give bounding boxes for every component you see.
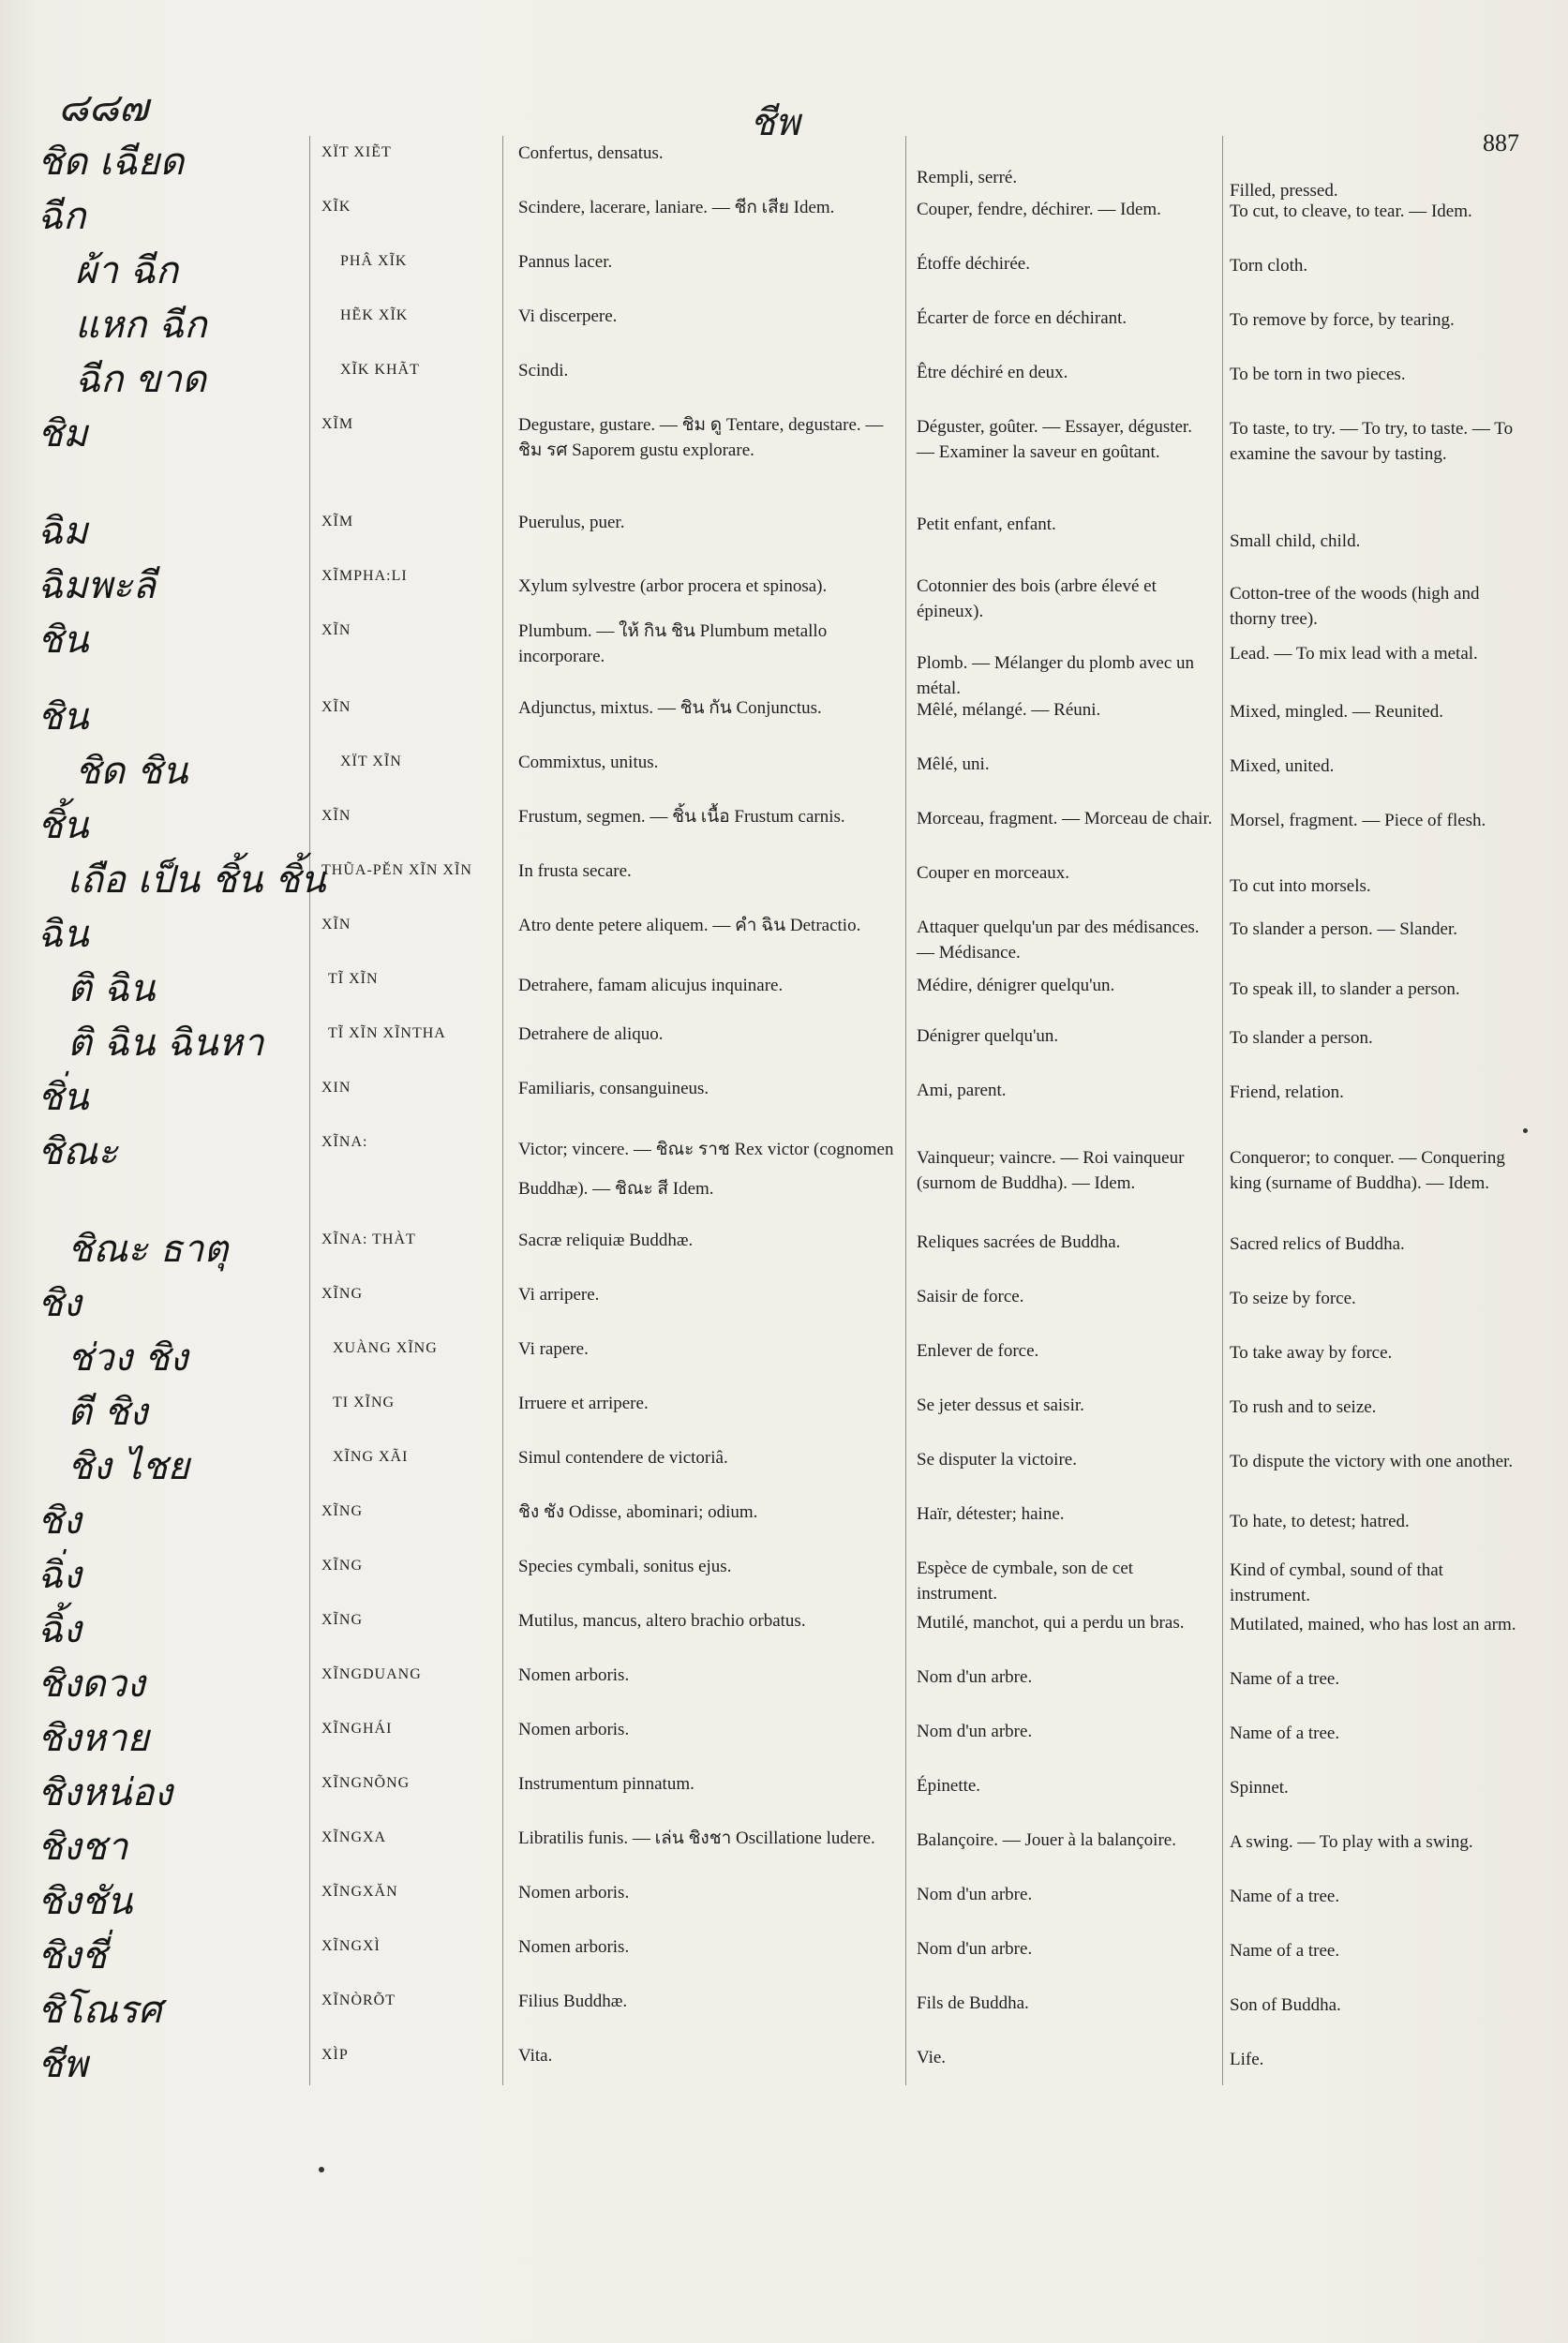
english-gloss: Name of a tree.: [1230, 1941, 1340, 1961]
thai-headword: ฉิมพะลี: [37, 564, 156, 607]
thai-headword: ติ ฉิน: [67, 967, 156, 1010]
french-gloss: Épinette.: [917, 1776, 981, 1796]
romanization: XĨN: [321, 808, 351, 824]
english-gloss: To speak ill, to slander a person.: [1230, 979, 1460, 999]
french-gloss: Petit enfant, enfant.: [917, 515, 1056, 534]
french-gloss: Médire, dénigrer quelqu'un.: [917, 976, 1115, 995]
entry-row: [0, 1708, 1568, 1762]
entry-row: [0, 1490, 1568, 1545]
entry-row: [0, 1381, 1568, 1436]
latin-gloss: Species cymbali, sonitus ejus.: [518, 1557, 732, 1576]
english-gloss: Son of Buddha.: [1230, 1995, 1341, 2015]
english-gloss: To seize by force.: [1230, 1289, 1356, 1308]
french-gloss: Se disputer la victoire.: [917, 1450, 1077, 1470]
romanization: XIN: [321, 1080, 351, 1096]
french-gloss: Balançoire. — Jouer à la balançoire.: [917, 1830, 1176, 1850]
latin-gloss: Vi arripere.: [518, 1285, 600, 1305]
english-gloss: Morsel, fragment. — Piece of flesh.: [1230, 811, 1486, 830]
thai-headword: ฉิน: [37, 913, 89, 956]
french-gloss: Morceau, fragment. — Morceau de chair.: [917, 809, 1213, 828]
latin-gloss: Sacræ reliquiæ Buddhæ.: [518, 1231, 694, 1250]
french-gloss: Reliques sacrées de Buddha.: [917, 1232, 1121, 1252]
entry-row: [0, 294, 1568, 349]
thai-headword: ชีพ: [37, 2043, 88, 2086]
english-gloss: Conqueror; to conquer. — Conquering king (surname of Buddha). — Idem.: [1230, 1148, 1505, 1193]
romanization: TĨ XĨN XĨNTHA: [328, 1025, 446, 1041]
french-gloss: Enlever de force.: [917, 1341, 1039, 1361]
romanization: XĨNG: [321, 1612, 363, 1628]
entry-row: [0, 1545, 1568, 1605]
romanization: XĨM: [321, 416, 354, 432]
french-gloss: Nom d'un arbre.: [917, 1667, 1033, 1687]
english-gloss: Name of a tree.: [1230, 1887, 1340, 1906]
french-gloss: Écarter de force en déchirant.: [917, 308, 1127, 328]
thai-headword: ชิโณรศ: [37, 1989, 162, 2032]
latin-gloss: Vita.: [518, 2046, 553, 2066]
latin-gloss: Nomen arboris.: [518, 1883, 630, 1903]
latin-gloss: Nomen arboris.: [518, 1720, 630, 1739]
romanization: XÏT XIẼT: [321, 144, 392, 160]
thai-headword: ชิม: [37, 412, 88, 455]
french-gloss: Nom d'un arbre.: [917, 1722, 1033, 1741]
french-gloss: Vainqueur; vaincre. — Roi vainqueur (surnom de Buddha). — Idem.: [917, 1148, 1185, 1193]
entry-row: [0, 1925, 1568, 1979]
thai-headword: ชิง: [37, 1500, 82, 1543]
entry-row: [0, 1979, 1568, 2034]
english-gloss: Life.: [1230, 2050, 1264, 2069]
french-gloss: Nom d'un arbre.: [917, 1885, 1033, 1904]
romanization: XĨN: [321, 917, 351, 933]
romanization: XĨNG: [321, 1503, 363, 1519]
english-gloss: To rush and to seize.: [1230, 1397, 1377, 1417]
entry-row: [0, 1653, 1568, 1708]
romanization: XĨNG: [321, 1558, 363, 1574]
french-gloss: Cotonnier des bois (arbre élevé et épineux).: [917, 576, 1157, 621]
entry-row: [0, 500, 1568, 555]
ink-speck: [319, 2167, 324, 2172]
french-gloss: Couper en morceaux.: [917, 863, 1070, 883]
latin-gloss: Scindere, lacerare, laniare. — ชีก เสีย Idem.: [518, 198, 835, 217]
french-gloss: Espèce de cymbale, son de cet instrument.: [917, 1559, 1134, 1604]
entry-row: [0, 240, 1568, 294]
romanization: XĨNGHÁI: [321, 1721, 393, 1737]
romanization: XĨN: [321, 699, 351, 715]
guide-word: ชีพ: [750, 101, 800, 144]
english-gloss: Mixed, united.: [1230, 756, 1335, 776]
latin-gloss: Detrahere de aliquo.: [518, 1024, 664, 1044]
romanization: XÌP: [321, 2047, 349, 2063]
entry-row: [0, 403, 1568, 464]
english-gloss: To take away by force.: [1230, 1343, 1393, 1363]
french-gloss: Fils de Buddha.: [917, 1993, 1029, 2013]
latin-gloss: Scindi.: [518, 361, 569, 381]
romanization: THŨA-PĚN XĨN XĨN: [321, 862, 472, 878]
latin-gloss: Plumbum. — ให้ กิน ชิน Plumbum metallo incorporare.: [518, 621, 828, 666]
english-gloss: To slander a person.: [1230, 1028, 1373, 1048]
thai-headword: ชิ่น: [37, 1076, 89, 1119]
romanization: XĨNGXÌ: [321, 1938, 381, 1954]
thai-headword: ตี ชิง: [67, 1391, 148, 1434]
english-gloss: Torn cloth.: [1230, 256, 1308, 276]
thai-headword: ชิด เฉียด: [37, 141, 185, 184]
french-gloss: Couper, fendre, déchirer. — Idem.: [917, 200, 1161, 219]
romanization: XĨK KHÃT: [340, 362, 420, 378]
entry-row: [0, 795, 1568, 849]
romanization: XĨMPHA:LI: [321, 568, 408, 584]
english-gloss: Sacred relics of Buddha.: [1230, 1234, 1405, 1254]
english-gloss: To remove by force, by tearing.: [1230, 310, 1455, 330]
thai-headword: ฉิ้ง: [37, 1608, 82, 1651]
french-gloss: Ami, parent.: [917, 1081, 1007, 1100]
latin-gloss: Victor; vincere. — ชิณะ ราช Rex victor (cognomen Buddhæ). — ชิณะ สี Idem.: [518, 1140, 894, 1199]
thai-headword: ฉิม: [37, 510, 88, 553]
latin-gloss: Atro dente petere aliquem. — คำ ฉิน Detractio.: [518, 916, 861, 935]
french-gloss: Plomb. — Mélanger du plomb avec un métal.: [917, 653, 1195, 698]
english-gloss: Spinnet.: [1230, 1778, 1289, 1798]
romanization: XUÀNG XĨNG: [333, 1340, 438, 1356]
latin-gloss: Vi rapere.: [518, 1339, 589, 1359]
entry-row: [0, 686, 1568, 740]
entry-row: [0, 1599, 1568, 1653]
entry-row: [0, 555, 1568, 629]
thai-headword: เถือ เป็น ชิ้น ชิ้น: [67, 858, 326, 902]
entry-row: [0, 1218, 1568, 1273]
latin-gloss: Mutilus, mancus, altero brachio orbatus.: [518, 1611, 806, 1631]
english-gloss: Kind of cymbal, sound of that instrument.: [1230, 1560, 1443, 1605]
thai-headword: แหก ฉีก: [75, 304, 207, 347]
english-gloss: Name of a tree.: [1230, 1669, 1340, 1689]
latin-gloss: Simul contendere de victoriâ.: [518, 1448, 728, 1468]
latin-gloss: Vi discerpere.: [518, 306, 618, 326]
english-gloss: Cotton-tree of the woods (high and thorny tree).: [1230, 584, 1480, 629]
thai-headword: ชิณะ: [37, 1130, 118, 1173]
french-gloss: Se jeter dessus et saisir.: [917, 1395, 1084, 1415]
french-gloss: Nom d'un arbre.: [917, 1939, 1033, 1959]
romanization: HẼK XĨK: [340, 307, 409, 323]
romanization: XÏT XĨN: [340, 754, 402, 769]
french-gloss: Attaquer quelqu'un par des médisances. — Médisance.: [917, 918, 1200, 963]
french-gloss: Déguster, goûter. — Essayer, déguster. — Examiner la saveur en goûtant.: [917, 417, 1192, 462]
french-gloss: Mêlé, uni.: [917, 754, 990, 774]
latin-gloss: Puerulus, puer.: [518, 513, 625, 532]
romanization: XĨN: [321, 622, 351, 638]
latin-gloss: In frusta secare.: [518, 861, 632, 881]
thai-headword: ฉีก ขาด: [75, 358, 206, 401]
french-gloss: Être déchiré en deux.: [917, 363, 1068, 382]
entry-row: [0, 1067, 1568, 1121]
romanization: XĨNGXĂN: [321, 1884, 398, 1900]
romanization: XĨK: [321, 199, 351, 215]
latin-gloss: Degustare, gustare. — ชิม ดู Tentare, degustare. — ชิม รศ Saporem gustu explorare.: [518, 415, 884, 460]
french-gloss: Étoffe déchirée.: [917, 254, 1030, 274]
thai-headword: ผ้า ฉีก: [75, 249, 179, 292]
entry-row: [0, 958, 1568, 1012]
thai-page-number: ๘๘๗: [58, 84, 149, 130]
latin-gloss: Pannus lacer.: [518, 252, 613, 272]
latin-gloss: Filius Buddhæ.: [518, 1992, 628, 2011]
entry-row: [0, 1436, 1568, 1490]
english-gloss: Mixed, mingled. — Reunited.: [1230, 702, 1443, 722]
thai-headword: ติ ฉิน ฉินหา: [67, 1022, 264, 1065]
thai-headword: ชิงหน่อง: [37, 1771, 172, 1814]
romanization: TI XĨNG: [333, 1395, 396, 1410]
entry-row: [0, 849, 1568, 903]
romanization: XĨNG XÃI: [333, 1449, 409, 1465]
latin-gloss: Familiaris, consanguineus.: [518, 1079, 709, 1098]
romanization: XĨM: [321, 514, 354, 530]
english-gloss: A swing. — To play with a swing.: [1230, 1832, 1473, 1852]
latin-gloss: Irruere et arripere.: [518, 1394, 649, 1413]
thai-headword: ฉิ่ง: [37, 1554, 82, 1597]
english-gloss: To cut into morsels.: [1230, 876, 1371, 896]
english-gloss: Lead. — To mix lead with a metal.: [1230, 644, 1478, 664]
english-gloss: To be torn in two pieces.: [1230, 365, 1406, 384]
entry-row: [0, 1871, 1568, 1925]
romanization: XĨNG: [321, 1286, 363, 1302]
french-gloss: Saisir de force.: [917, 1287, 1024, 1306]
french-gloss: Vie.: [917, 2048, 947, 2067]
romanization: XĨNGNÕNG: [321, 1775, 411, 1791]
romanization: XĨNGDUANG: [321, 1666, 422, 1682]
romanization: XĨNÒRÕT: [321, 1992, 396, 2008]
entry-row: [0, 2034, 1568, 2088]
english-gloss: Name of a tree.: [1230, 1724, 1340, 1743]
thai-headword: ชิงชี่: [37, 1934, 107, 1977]
romanization: XĨNA: THÀT: [321, 1231, 416, 1247]
english-gloss: Friend, relation.: [1230, 1082, 1344, 1102]
french-gloss: Mêlé, mélangé. — Réuni.: [917, 700, 1101, 720]
english-gloss: To dispute the victory with one another.: [1230, 1452, 1514, 1471]
latin-gloss: Commixtus, unitus.: [518, 753, 659, 772]
english-gloss: Filled, pressed.: [1230, 181, 1338, 201]
thai-headword: ชิ้น: [37, 804, 89, 847]
entry-row: [0, 1327, 1568, 1381]
romanization: XĨNA:: [321, 1134, 368, 1150]
english-gloss: To cut, to cleave, to tear. — Idem.: [1230, 201, 1472, 221]
french-gloss: Dénigrer quelqu'un.: [917, 1026, 1059, 1046]
latin-gloss: Nomen arboris.: [518, 1665, 630, 1685]
thai-headword: ชิน: [37, 619, 89, 662]
french-gloss: Mutilé, manchot, qui a perdu un bras.: [917, 1613, 1185, 1633]
page-number: 887: [1483, 129, 1519, 157]
thai-headword: ชิด ชิน: [75, 750, 188, 793]
entry-row: [0, 131, 1568, 201]
latin-gloss: Xylum sylvestre (arbor procera et spinosa).: [518, 576, 828, 596]
english-gloss: To slander a person. — Slander.: [1230, 919, 1457, 939]
thai-headword: ชิงหาย: [37, 1717, 149, 1760]
latin-gloss: Detrahere, famam alicujus inquinare.: [518, 976, 784, 995]
thai-headword: ฉีก: [37, 195, 86, 238]
thai-headword: ชิง: [37, 1282, 82, 1325]
latin-gloss: Instrumentum pinnatum.: [518, 1774, 694, 1794]
latin-gloss: Frustum, segmen. — ชิ้น เนื้อ Frustum carnis.: [518, 807, 845, 827]
english-gloss: To hate, to detest; hatred.: [1230, 1512, 1410, 1531]
english-gloss: To taste, to try. — To try, to taste. — To examine the savour by tasting.: [1230, 419, 1514, 464]
latin-gloss: Confertus, densatus.: [518, 143, 664, 163]
latin-gloss: Nomen arboris.: [518, 1937, 630, 1957]
thai-headword: ชิณะ ธาตุ: [67, 1228, 229, 1271]
entry-row: [0, 1012, 1568, 1067]
english-gloss: Mutilated, mained, who has lost an arm.: [1230, 1615, 1516, 1634]
thai-headword: ชิง ไชย: [67, 1445, 190, 1488]
entry-row: [0, 186, 1568, 240]
thai-headword: ชิงชา: [37, 1826, 128, 1869]
thai-headword: ชิงชัน: [37, 1880, 133, 1923]
thai-headword: ชิน: [37, 695, 89, 739]
entry-row: [0, 1121, 1568, 1199]
latin-gloss: Adjunctus, mixtus. — ชิน กัน Conjunctus.: [518, 698, 822, 718]
romanization: XĨNGXA: [321, 1829, 387, 1845]
entry-row: [0, 740, 1568, 795]
french-gloss: Haïr, détester; haine.: [917, 1504, 1065, 1524]
entry-row: [0, 1816, 1568, 1871]
latin-gloss: ชิง ชัง Odisse, abominari; odium.: [518, 1502, 758, 1522]
ink-speck: [1523, 1128, 1528, 1133]
romanization: TĨ XĨN: [328, 971, 379, 987]
romanization: PHÂ XĨK: [340, 253, 408, 269]
latin-gloss: Libratilis funis. — เล่น ชิงชา Oscillatione ludere.: [518, 1828, 875, 1848]
entry-row: [0, 349, 1568, 403]
thai-headword: ช่วง ชิง: [67, 1336, 188, 1380]
thai-headword: ชิงดวง: [37, 1663, 145, 1706]
entry-row: [0, 903, 1568, 963]
entry-row: [0, 1762, 1568, 1816]
entry-row: [0, 1273, 1568, 1327]
french-gloss: Rempli, serré.: [917, 168, 1018, 187]
entry-row: [0, 609, 1568, 698]
english-gloss: Small child, child.: [1230, 531, 1361, 551]
